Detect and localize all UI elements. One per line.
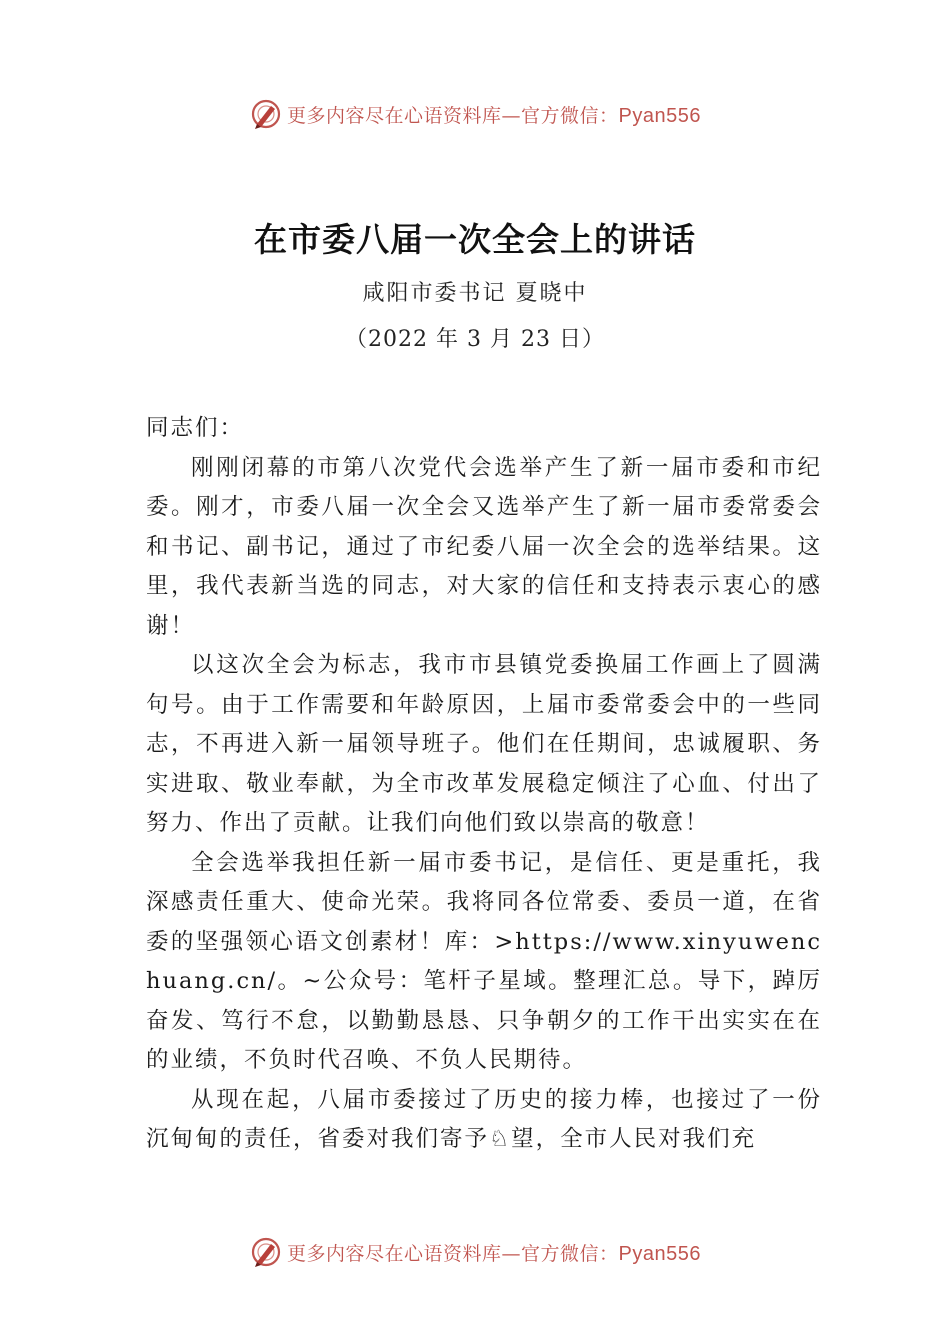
document-body (146, 409, 822, 1160)
paragraph: 从现在起，八届市委接过了历史的接力棒，也接过了一份沉甸甸的责任，省委对我们寄予♘望，全市人民对我们充 (146, 1086, 822, 1152)
header-banner (0, 94, 950, 134)
page-title: 在市委八届一次全会上的讲话 (254, 220, 696, 259)
wechat-id: Pyan556 (618, 1242, 701, 1265)
paragraph: 以这次全会为标志，我市市县镇党委换届工作画上了圆满句号。由于工作需要和年龄原因，上届市委常委会中的一些同志，不再进入新一届领导班子。他们在任期间，忠诚履职、务实进取、敬业奉献，为全市改革发展稳定倾注了心血、付出了努力、作出了贡献。让我们向他们致以崇高的敬意！ (146, 652, 822, 836)
paragraph: 刚刚闭幕的市第八次党代会选举产生了新一届市委和市纪委。刚才，市委八届一次全会又选举产生了新一届市委常委会和书记、副书记，通过了市纪委八届一次全会的选举结果。这里，我代表新当选的同志，对大家的信任和支持表示衷心的感谢！ (146, 454, 822, 639)
red-pen-logo-icon (249, 1235, 283, 1269)
paragraph: 全会选举我担任新一届市委书记，是信任、更是重托，我深感责任重大、使命光荣。我将同各位常委、委员一道，在省委的坚强领心语文创素材！库：>https://www.xinyuwenchuang.cn/。~公众号：笔杆子星域。整理汇总。导下，踔厉奋发、笃行不怠，以勤勤恳恳、只争朝夕的工作干出实实在在的业绩，不负时代召唤、不负人民期待。 (146, 849, 822, 1073)
salutation: 同志们： (146, 415, 245, 441)
banner-text: 更多内容尽在心语资料库—官方微信：Pyan556 (287, 104, 701, 127)
wechat-id: Pyan556 (618, 104, 701, 127)
date-line: （2022 年 3 月 23 日） (345, 327, 605, 352)
banner-text: 更多内容尽在心语资料库—官方微信：Pyan556 (287, 1242, 701, 1265)
author-line: 咸阳市委书记 夏晓中 (362, 281, 588, 306)
footer-banner (0, 1232, 950, 1272)
red-pen-logo-icon (249, 97, 283, 131)
